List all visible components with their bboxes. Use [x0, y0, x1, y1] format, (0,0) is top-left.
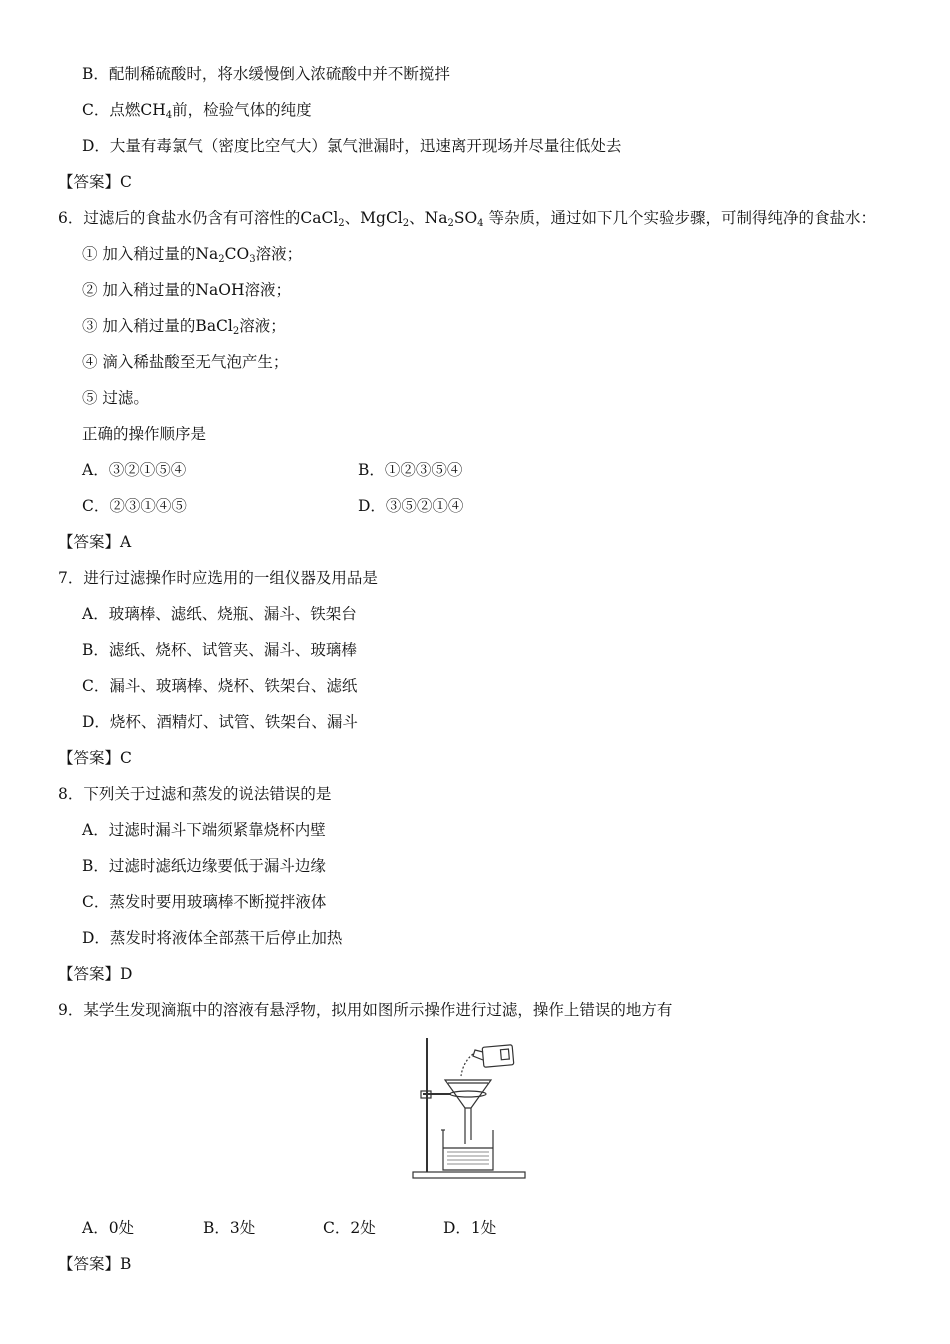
- q6-step-5: ⑤ 过滤。: [82, 389, 149, 407]
- beaker-liquid-hatching: [447, 1152, 489, 1164]
- q6-stem-part: 6．过滤后的食盐水仍含有可溶性的CaCl: [58, 209, 339, 227]
- q7-option-b: B．滤纸、烧杯、试管夹、漏斗、玻璃棒: [82, 641, 357, 659]
- q7-option-c: C．漏斗、玻璃棒、烧杯、铁架台、滤纸: [82, 677, 358, 695]
- q6-stem-sub: 2: [447, 218, 454, 229]
- q5-option-c-text-2: 前，检验气体的纯度: [172, 101, 312, 119]
- q6-step-2: ② 加入稍过量的NaOH溶液；: [82, 281, 291, 299]
- q6-stem-part: 、MgCl: [344, 209, 403, 227]
- q6-answer: 【答案】A: [58, 533, 132, 551]
- q8-answer: 【答案】D: [58, 965, 133, 983]
- q6-stem-sub: 2: [338, 218, 345, 229]
- q6-stem-part: 、Na: [409, 209, 448, 227]
- filtration-apparatus-figure: [405, 1036, 535, 1186]
- q9-option-b: B．3处: [203, 1219, 256, 1237]
- q6-stem-part: 等杂质，通过如下几个实验步骤，可制得纯净的食盐水：: [483, 209, 876, 227]
- q6-step-1-sub: 3: [249, 254, 256, 265]
- q7-option-a: A．玻璃棒、滤纸、烧瓶、漏斗、铁架台: [82, 605, 357, 623]
- q8-option-b: B．过滤时滤纸边缘要低于漏斗边缘: [82, 857, 326, 875]
- q9-option-c: C．2处: [323, 1219, 376, 1237]
- q8-stem: 8．下列关于过滤和蒸发的说法错误的是: [58, 785, 332, 803]
- q6-step-3: [82, 316, 286, 336]
- q6-prompt: 正确的操作顺序是: [82, 425, 207, 443]
- q9-stem: 9．某学生发现滴瓶中的溶液有悬浮物，拟用如图所示操作进行过滤，操作上错误的地方有: [58, 1001, 673, 1019]
- q5-option-c: [82, 100, 312, 120]
- q5-option-c-sub: 4: [165, 110, 173, 121]
- q8-option-d: D．蒸发时将液体全部蒸干后停止加热: [82, 929, 343, 947]
- q7-option-d: D．烧杯、酒精灯、试管、铁架台、漏斗: [82, 713, 358, 731]
- q5-answer: 【答案】C: [58, 173, 132, 191]
- liquid-stream: [461, 1054, 473, 1076]
- q6-step-1-text: CO: [224, 245, 250, 263]
- funnel-cone: [445, 1080, 491, 1108]
- q6-stem-part: SO: [453, 209, 478, 227]
- q6-option-c: C．②③①④⑤: [82, 497, 187, 515]
- q6-option-d: D．③⑤②①④: [358, 497, 464, 515]
- q6-step-1-text: 溶液；: [255, 245, 303, 263]
- q6-step-4: ④ 滴入稀盐酸至无气泡产生；: [82, 353, 289, 371]
- q6-stem: [58, 208, 876, 228]
- q5-option-c-text: C．点燃CH: [82, 101, 166, 119]
- q6-step-1: [82, 244, 302, 264]
- q6-step-1-sub: 2: [218, 254, 225, 265]
- q8-option-c: C．蒸发时要用玻璃棒不断搅拌液体: [82, 893, 327, 911]
- q6-step-3-text: ③ 加入稍过量的BaCl: [82, 317, 233, 335]
- q6-step-3-sub: 2: [232, 326, 240, 337]
- stand-base: [413, 1172, 525, 1178]
- q6-option-a: A．③②①⑤④: [82, 461, 187, 479]
- q5-option-d: D．大量有毒氯气（密度比空气大）氯气泄漏时，迅速离开现场并尽量往低处去: [82, 137, 622, 155]
- q6-step-1-text: ① 加入稍过量的Na: [82, 245, 219, 263]
- bottle-neck: [473, 1050, 483, 1060]
- q9-answer: 【答案】B: [58, 1255, 132, 1273]
- q6-stem-sub: 2: [402, 218, 410, 229]
- q6-option-b: B．①②③⑤④: [358, 461, 463, 479]
- q7-answer: 【答案】C: [58, 749, 132, 767]
- q9-option-d: D．1处: [443, 1219, 497, 1237]
- q7-stem: 7．进行过滤操作时应选用的一组仪器及用品是: [58, 569, 378, 587]
- q5-option-b: B．配制稀硫酸时，将水缓慢倒入浓硫酸中并不断搅拌: [82, 65, 450, 83]
- q6-stem-sub: 4: [477, 218, 484, 229]
- filtration-apparatus-illustration: [405, 1036, 535, 1186]
- q8-option-a: A．过滤时漏斗下端须紧靠烧杯内壁: [82, 821, 326, 839]
- bottle-label: [500, 1049, 509, 1060]
- q6-step-3-text: 溶液；: [239, 317, 286, 335]
- q9-option-a: A．0处: [82, 1219, 135, 1237]
